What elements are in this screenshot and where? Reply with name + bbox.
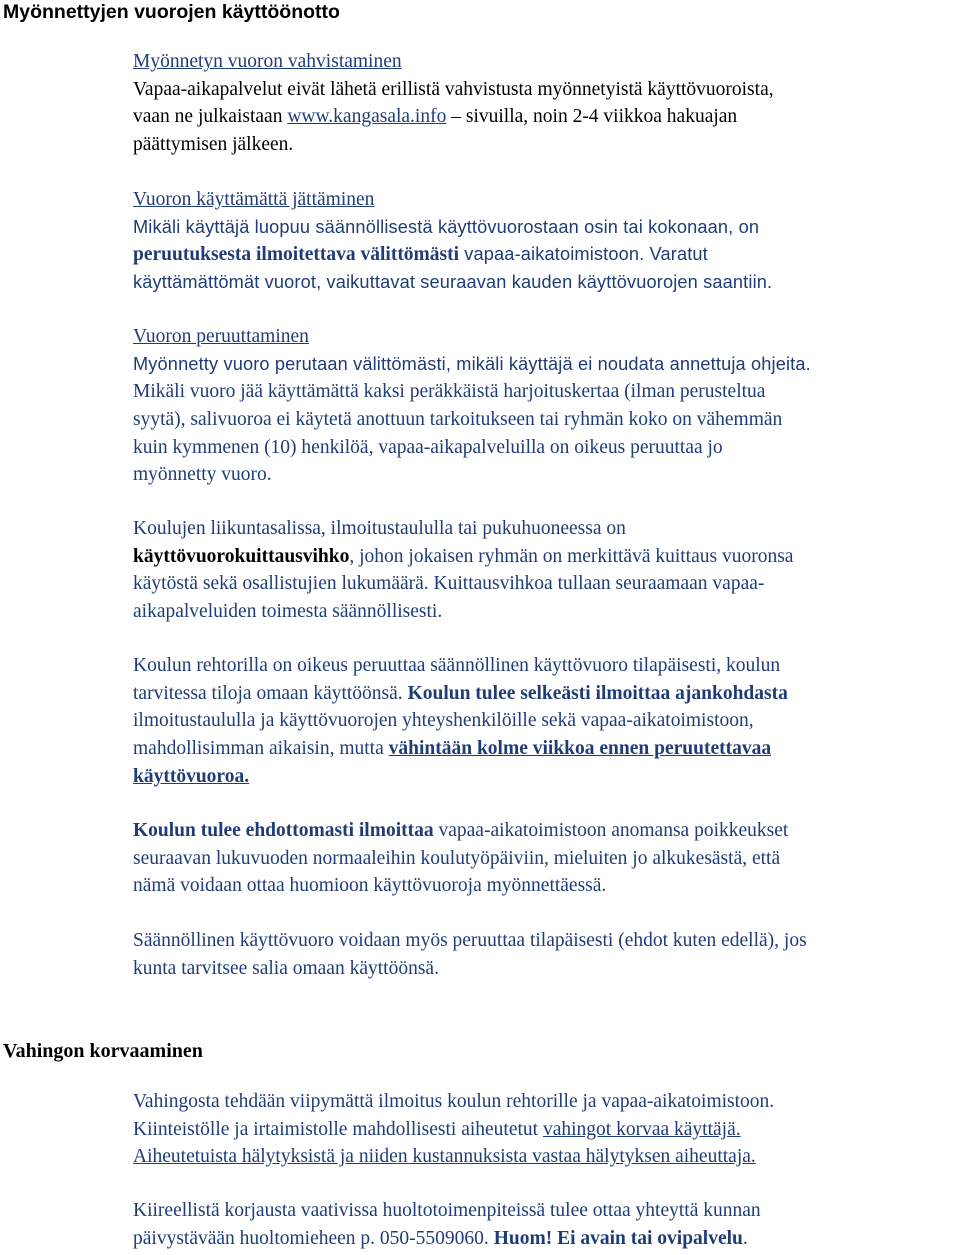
emphasis-text: peruutuksesta ilmoitettava välittömästi <box>133 244 460 266</box>
text-line <box>133 1143 960 1171</box>
text-line: Mikäli vuoro jää käyttämättä kaksi peräkkäistä harjoituskertaa (ilman perusteltua <box>133 381 766 403</box>
text-line <box>133 1225 960 1253</box>
text-span: mahdollisimman aikaisin, mutta <box>133 738 389 760</box>
emphasis-text: käyttövuorokuittausvihko <box>133 545 350 567</box>
section-title-vahinko: Vahingon korvaaminen <box>3 1040 203 1062</box>
section-peruuttaminen <box>133 323 960 489</box>
text-line <box>133 680 960 708</box>
text-span: päivystävään huoltomieheen p. 050-5509060. <box>133 1227 494 1249</box>
text-line: päättymisen jälkeen. <box>133 134 294 156</box>
text-line <box>133 1116 960 1144</box>
text-line: kunta tarvitsee salia omaan käyttöönsä. <box>133 957 439 979</box>
text-line <box>133 817 960 845</box>
text-line: myönnetty vuoro. <box>133 464 272 486</box>
text-line: Koulun rehtorilla on oikeus peruuttaa säännöllinen käyttövuoro tilapäisesti, koulun <box>133 655 781 676</box>
text-span: Varatut <box>644 244 708 265</box>
text-span: – sivuilla, noin 2-4 viikkoa hakuajan <box>446 106 738 128</box>
section-vahvistaminen <box>133 48 960 159</box>
paragraph-vahinko <box>133 1088 960 1171</box>
text-line <box>133 241 960 269</box>
text-line: Vapaa-aikapalvelut eivät lähetä erillistä vahvistusta myönnetyistä käyttövuoroista, <box>133 78 774 100</box>
emphasis-underlined: käyttövuoroa. <box>133 765 250 787</box>
text-span: vapaa-aikatoimistoon anomansa poikkeukset <box>433 820 789 841</box>
section-kayttamatta <box>133 186 960 297</box>
text-line: seuraavan lukuvuoden normaaleihin koulutyöpäiviin, mieluiten jo alkukesästä, että <box>133 847 781 869</box>
kangasala-link[interactable]: www.kangasala.info <box>287 106 447 128</box>
text-span: tarvitessa tiloja omaan käyttöönsä. <box>133 682 408 704</box>
text-line: Kiireellistä korjausta vaativissa huoltotoimenpiteissä tulee ottaa yhteyttä kunnan <box>133 1200 761 1221</box>
text-span: . <box>742 1227 748 1249</box>
text-line: Vahingosta tehdään viipymättä ilmoitus koulun rehtorille ja vapaa-aikatoimistoon. <box>133 1091 775 1112</box>
text-span: vaan ne julkaistaan <box>133 106 288 128</box>
text-line: ilmoitustaululla ja käyttövuorojen yhteyshenkilöille sekä vapaa-aikatoimistoon, <box>133 710 754 732</box>
paragraph-kuittausvihko <box>133 515 960 626</box>
heading-vahvistaminen: Myönnetyn vuoron vahvistaminen <box>133 51 402 72</box>
emphasis-text: Koulun tulee selkeästi ilmoittaa ajankohdasta <box>407 682 788 704</box>
heading-kayttamatta: Vuoron käyttämättä jättäminen <box>133 189 375 210</box>
text-line: Koulujen liikuntasalissa, ilmoitustaululla tai pukuhuoneessa on <box>133 518 626 539</box>
text-span: Kiinteistölle ja irtaimistolle mahdollisesti aiheutetut <box>133 1118 543 1140</box>
text-line: Mikäli käyttäjä luopuu säännöllisestä käyttövuorostaan osin tai kokonaan, on <box>133 216 760 237</box>
text-line <box>133 103 960 131</box>
text-line <box>133 763 960 791</box>
emphasis-text: Koulun tulee ehdottomasti ilmoittaa <box>133 820 434 841</box>
main-title: Myönnettyjen vuorojen käyttöönotto <box>3 1 340 23</box>
emphasis-text: Huom! Ei avain tai ovipalvelu <box>493 1227 743 1249</box>
text-span: , johon jokaisen ryhmän on merkittävä kuittaus vuoronsa <box>349 545 794 567</box>
paragraph-poikkeukset <box>133 817 960 900</box>
heading-peruuttaminen: Vuoron peruuttaminen <box>133 326 309 347</box>
text-line: käytöstä sekä osallistujien lukumäärä. Kuittausvihkoa tullaan seuraamaan vapaa- <box>133 573 765 595</box>
text-line: käyttämättömät vuorot, vaikuttavat seuraavan kauden käyttövuorojen saantiin. <box>133 272 773 293</box>
underlined-text: Aiheutetuista hälytyksistä ja niiden kustannuksista vastaa hälytyksen aiheuttaja. <box>133 1146 756 1168</box>
text-span: vapaa-aikatoimistoon. <box>459 244 645 265</box>
paragraph-huolto <box>133 1197 960 1252</box>
text-line: Säännöllinen käyttövuoro voidaan myös peruuttaa tilapäisesti (ehdot kuten edellä), jos <box>133 930 807 951</box>
paragraph-rehtori <box>133 652 960 790</box>
text-line: Myönnetty vuoro perutaan välittömästi, mikäli käyttäjä ei noudata annettuja ohjeita. <box>133 353 811 374</box>
paragraph-tilapainen <box>133 927 960 982</box>
underlined-text: vahingot korvaa käyttäjä. <box>542 1118 741 1140</box>
text-line: kuin kymmenen (10) henkilöä, vapaa-aikapalveluilla on oikeus peruuttaa jo <box>133 436 723 458</box>
text-line: aikapalveluiden toimesta säännöllisesti. <box>133 601 443 623</box>
text-line: nämä voidaan ottaa huomioon käyttövuoroja myönnettäessä. <box>133 875 607 897</box>
text-line: syytä), salivuoroa ei käytetä anottuun tarkoitukseen tai ryhmän koko on vähemmän <box>133 409 783 431</box>
text-line <box>133 735 960 763</box>
text-line <box>133 543 960 571</box>
emphasis-underlined: vähintään kolme viikkoa ennen peruutettavaa <box>388 738 772 760</box>
